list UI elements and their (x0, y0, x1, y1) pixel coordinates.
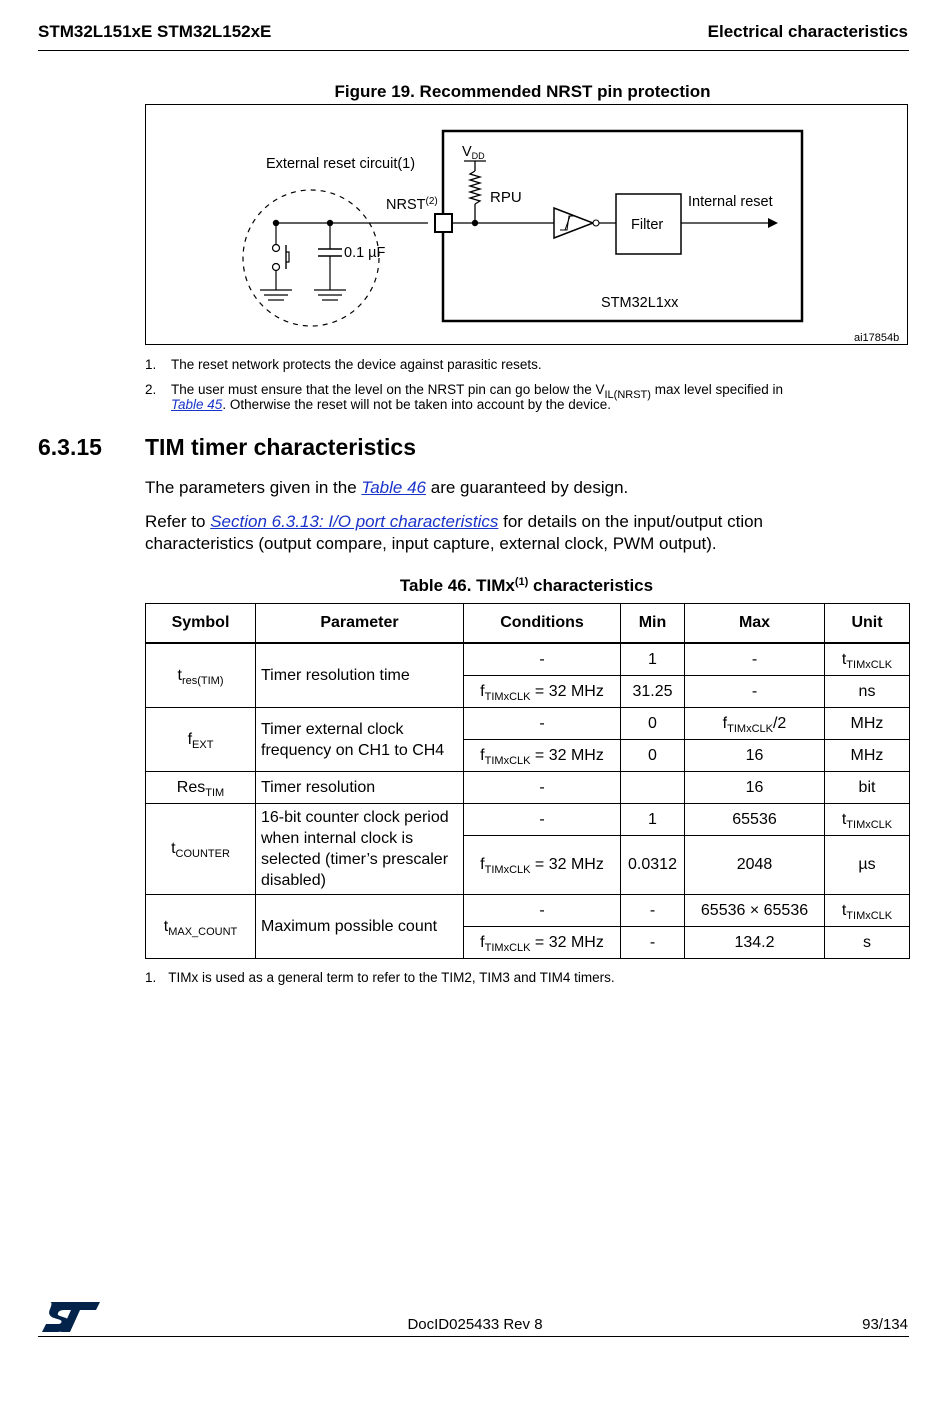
conditions-cell: - (464, 804, 621, 836)
max-cell: 65536 × 65536 (685, 895, 825, 927)
unit-cell: MHz (825, 740, 910, 772)
min-cell: 1 (621, 804, 685, 836)
unit-cell: bit (825, 772, 910, 804)
conditions-cell: - (464, 895, 621, 927)
figure-note-1: 1. The reset network protects the device against parasitic resets. (145, 357, 542, 372)
min-cell: 0 (621, 708, 685, 740)
conditions-cell: - (464, 708, 621, 740)
parameter-cell: 16-bit counter clock period when internal clock is selected (timer’s prescaler disabled) (256, 804, 464, 895)
header-rule (38, 50, 909, 51)
max-cell: $f_{TIMxCLK}/2$ (685, 708, 825, 740)
figure-note-2: 2. The user must ensure that the level on the NRST pin can go below the $V_{IL(NRST)}$ max level specified in Table 45. Otherwise the reset will not be taken into account by the device. (145, 382, 784, 412)
vdd-label: $V_{DD}$ (462, 144, 485, 161)
symbol-cell: Res$_{TIM}$ (146, 772, 256, 804)
figure-id: ai17854b (854, 332, 900, 344)
table-45-link[interactable]: Table 45 (171, 397, 223, 412)
max-cell: 16 (685, 772, 825, 804)
symbol-cell: $t_{COUNTER}$ (146, 804, 256, 895)
chapter-title: Electrical characteristics (707, 22, 908, 41)
table-title: Table 46. TIMx$^{(1)}$ characteristics (399, 576, 654, 595)
capacitor-value: 0.1 µF (344, 245, 386, 261)
conditions-cell: $f_{TIMxCLK} = 32$ MHz (464, 927, 621, 959)
table-header-row (146, 604, 910, 644)
pull-up-resistor (470, 171, 480, 204)
symbol-cell: $f_{EXT}$ (146, 708, 256, 772)
header-symbol: Symbol (146, 604, 256, 644)
table-row (146, 804, 910, 836)
unit-cell: $t_{TIMxCLK}$ (825, 643, 910, 676)
symbol-cell: $t_{res(TIM)}$ (146, 643, 256, 708)
section-paragraph-2: Refer to Section 6.3.13: I/O port characteristics for details on the input/output ction characteristics (output compare, input capture, external clock, PWM output). (145, 512, 764, 553)
internal-reset-arrow (768, 218, 778, 228)
rpu-label: RPU (490, 189, 522, 206)
min-cell: 0.0312 (621, 836, 685, 895)
max-cell: - (685, 676, 825, 708)
min-cell: 1 (621, 643, 685, 676)
switch-contact (273, 245, 280, 252)
section-number: 6.3.15 (38, 434, 102, 460)
parameter-cell: Maximum possible count (256, 895, 464, 959)
header-conditions: Conditions (464, 604, 621, 644)
max-cell: 2048 (685, 836, 825, 895)
symbol-cell: $t_{MAX\_COUNT}$ (146, 895, 256, 959)
min-cell: 31.25 (621, 676, 685, 708)
header-parameter: Parameter (256, 604, 464, 644)
unit-cell: MHz (825, 708, 910, 740)
table-row (146, 708, 910, 740)
internal-reset-label: Internal reset (688, 194, 773, 210)
chip-label: STM32L1xx (601, 295, 679, 311)
header-min: Min (621, 604, 685, 644)
table-row (146, 643, 910, 676)
table-46-link[interactable]: Table 46 (361, 478, 427, 497)
doc-title: STM32L151xE STM32L152xE (38, 22, 272, 41)
min-cell: 0 (621, 740, 685, 772)
parameter-cell: Timer external clock frequency on CH1 to CH4 (256, 708, 464, 772)
section-6-3-13-link[interactable]: Section 6.3.13: I/O port characteristics (210, 512, 499, 531)
nrst-protection-figure (145, 104, 908, 345)
conditions-cell: $f_{TIMxCLK} = 32$ MHz (464, 676, 621, 708)
tim-characteristics-table (145, 603, 910, 959)
unit-cell: ns (825, 676, 910, 708)
unit-cell: $t_{TIMxCLK}$ (825, 895, 910, 927)
schmitt-trigger (554, 208, 593, 238)
page-number: 93/134 (862, 1316, 908, 1333)
header-max: Max (685, 604, 825, 644)
footer-rule (38, 1336, 909, 1337)
nrst-circuit-diagram (146, 105, 909, 346)
doc-id: DocID025433 Rev 8 (407, 1316, 543, 1333)
header-unit: Unit (825, 604, 910, 644)
nrst-label: NRST$^{(2)}$ (386, 196, 438, 213)
conditions-cell: - (464, 643, 621, 676)
max-cell: 16 (685, 740, 825, 772)
max-cell: 134.2 (685, 927, 825, 959)
min-cell (621, 772, 685, 804)
table-row (146, 772, 910, 804)
table-row (146, 895, 910, 927)
max-cell: 65536 (685, 804, 825, 836)
section-paragraph-1: The parameters given in the Table 46 are guaranteed by design. (145, 478, 629, 497)
max-cell: - (685, 643, 825, 676)
unit-cell: s (825, 927, 910, 959)
unit-cell: $t_{TIMxCLK}$ (825, 804, 910, 836)
nrst-pin (435, 214, 452, 232)
section-title: TIM timer characteristics (145, 434, 417, 460)
min-cell: - (621, 895, 685, 927)
conditions-cell: $f_{TIMxCLK} = 32$ MHz (464, 740, 621, 772)
parameter-cell: Timer resolution (256, 772, 464, 804)
external-reset-label: External reset circuit(1) (266, 156, 416, 172)
min-cell: - (621, 927, 685, 959)
figure-title: Figure 19. Recommended NRST pin protection (334, 82, 711, 101)
filter-label: Filter (631, 217, 664, 233)
conditions-cell: - (464, 772, 621, 804)
unit-cell: µs (825, 836, 910, 895)
conditions-cell: $f_{TIMxCLK} = 32$ MHz (464, 836, 621, 895)
parameter-cell: Timer resolution time (256, 643, 464, 708)
table-note: 1. TIMx is used as a general term to refer to the TIM2, TIM3 and TIM4 timers. (145, 970, 615, 985)
